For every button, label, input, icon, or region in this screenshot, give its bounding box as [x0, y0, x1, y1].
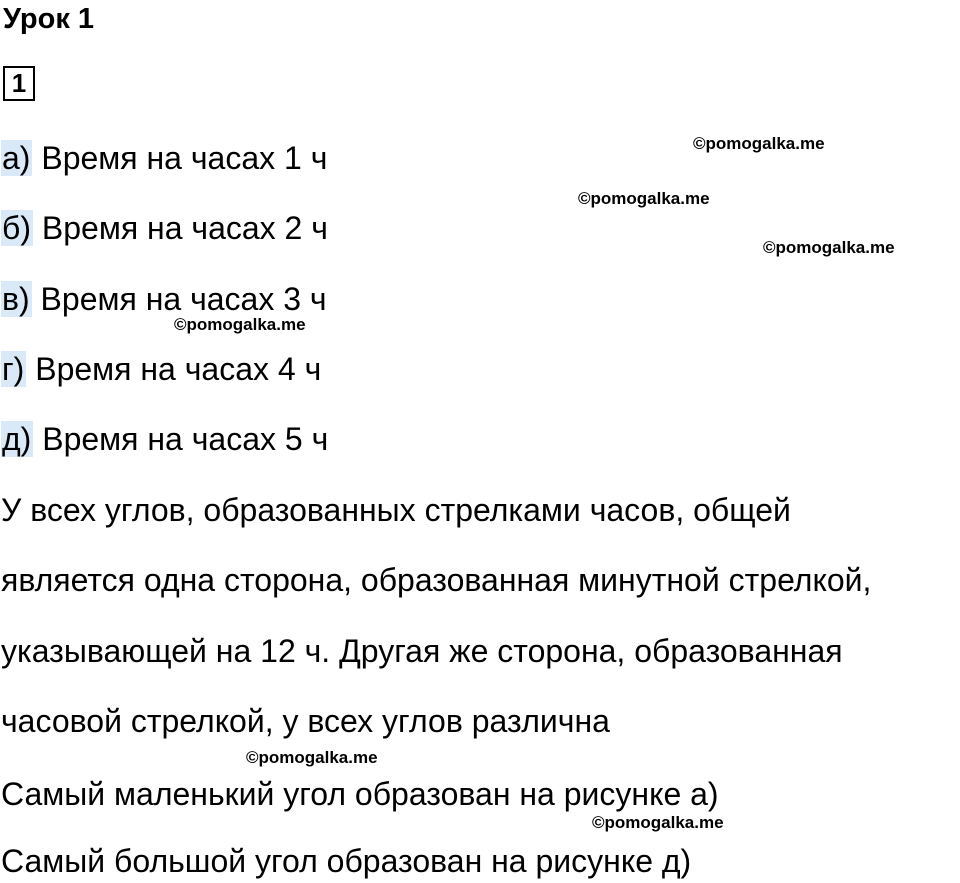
paragraph-line-2: является одна сторона, образованная минутной стрелкой, — [1, 562, 872, 598]
answer-a — [1, 138, 327, 178]
lesson-title: Урок 1 — [3, 3, 95, 35]
watermark: ©pomogalka.me — [763, 238, 895, 257]
answer-letter: д) — [2, 421, 32, 457]
answer-d — [1, 349, 321, 389]
task-number-box: 1 — [3, 66, 35, 101]
answer-b — [1, 208, 328, 248]
answer-text: Время на часах 3 ч — [31, 281, 327, 317]
answer-text: Время на часах 2 ч — [32, 210, 328, 246]
answer-c — [1, 279, 327, 319]
answer-text: Время на часах 1 ч — [32, 140, 328, 176]
answer-letter: а) — [2, 140, 31, 176]
conclusion-smallest: Самый маленький угол образован на рисунке а) — [1, 776, 719, 812]
paragraph-line-1: У всех углов, образованных стрелками часов, общей — [1, 492, 791, 528]
paragraph-line-4: часовой стрелкой, у всех углов различна — [1, 703, 610, 739]
watermark: ©pomogalka.me — [693, 134, 825, 153]
answer-e — [1, 419, 328, 459]
paragraph-line-3: указывающей на 12 ч. Другая же сторона, образованная — [1, 633, 843, 669]
watermark: ©pomogalka.me — [592, 813, 724, 832]
watermark: ©pomogalka.me — [174, 315, 306, 334]
answer-letter: б) — [2, 210, 31, 246]
watermark: ©pomogalka.me — [246, 748, 378, 767]
answer-text: Время на часах 4 ч — [26, 351, 322, 387]
answer-letter: в) — [2, 281, 30, 317]
answer-text: Время на часах 5 ч — [33, 421, 329, 457]
answer-letter: г) — [2, 351, 25, 387]
watermark: ©pomogalka.me — [578, 189, 710, 208]
conclusion-largest: Самый большой угол образован на рисунке д) — [1, 843, 692, 879]
